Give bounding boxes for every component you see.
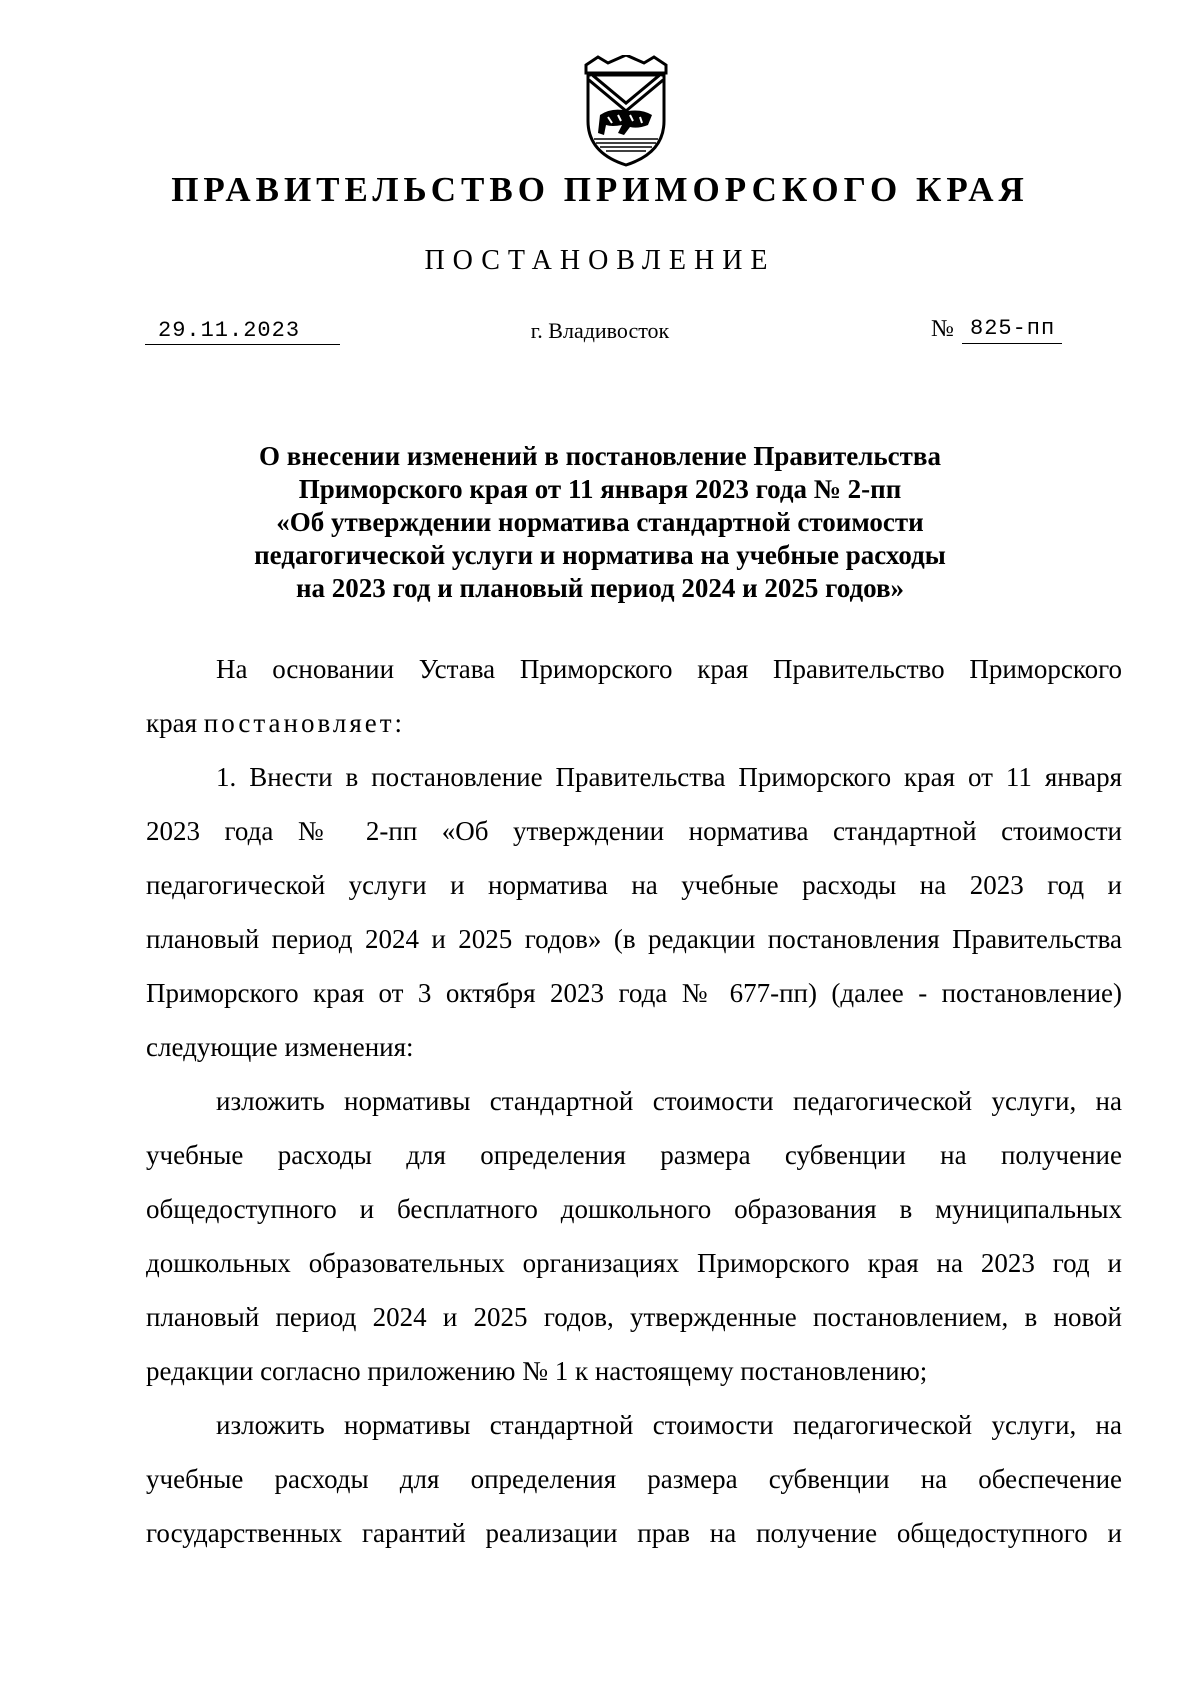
body-line: общедоступного и бесплатного дошкольного образования в муниципальных — [146, 1194, 1122, 1224]
body-line: педагогической услуги и норматива на учебные расходы на 2023 год и — [146, 870, 1122, 900]
body-line: дошкольных образовательных организациях Приморского края на 2023 год и — [146, 1248, 1122, 1278]
document-subject — [150, 440, 1050, 605]
body-line — [146, 696, 1122, 750]
document-type: ПОСТАНОВЛЕНИЕ — [424, 245, 776, 276]
body-line: плановый период 2024 и 2025 годов, утвержденные постановлением, в новой — [146, 1302, 1122, 1332]
subject-line: педагогической услуги и норматива на учебные расходы — [254, 540, 946, 570]
resolves-keyword: постановляет: — [203, 708, 406, 738]
body-line: учебные расходы для определения размера субвенции на получение — [146, 1140, 1122, 1170]
subject-line: «Об утверждении норматива стандартной стоимости — [276, 507, 924, 537]
number-underline — [962, 343, 1062, 344]
body-line: На основании Устава Приморского края Правительство Приморского — [216, 654, 1122, 684]
body-line: Приморского края от 3 октября 2023 года № 677-пп) (далее - постановление) — [146, 978, 1122, 1008]
body-line: изложить нормативы стандартной стоимости педагогической услуги, на — [216, 1410, 1122, 1440]
date-underline — [145, 344, 340, 345]
body-line: учебные расходы для определения размера субвенции на обеспечение — [146, 1464, 1122, 1494]
subject-line: О внесении изменений в постановление Правительства — [259, 441, 941, 471]
government-title: ПРАВИТЕЛЬСТВО ПРИМОРСКОГО КРАЯ — [171, 170, 1029, 209]
subject-line: на 2023 год и плановый период 2024 и 2025 годов» — [295, 573, 905, 603]
document-date: 29.11.2023 — [158, 318, 301, 343]
document-city: г. Владивосток — [530, 318, 670, 343]
body-line: плановый период 2024 и 2025 годов» (в редакции постановления Правительства — [146, 924, 1122, 954]
body-text: края — [146, 708, 204, 738]
body-line: следующие изменения: — [146, 1032, 414, 1062]
subject-line: Приморского края от 11 января 2023 года № 2-пп — [298, 474, 902, 504]
body-line: государственных гарантий реализации прав на получение общедоступного и — [146, 1518, 1122, 1548]
body-line: изложить нормативы стандартной стоимости педагогической услуги, на — [216, 1086, 1122, 1116]
document-body — [146, 642, 1122, 1560]
body-line: редакции согласно приложению № 1 к настоящему постановлению; — [146, 1356, 928, 1386]
document-number: 825-пп — [970, 316, 1056, 341]
coat-of-arms-emblem — [578, 55, 674, 167]
body-line: 1. Внести в постановление Правительства Приморского края от 11 января — [216, 762, 1122, 792]
number-sign: № — [931, 316, 954, 342]
body-line: 2023 года № 2-пп «Об утверждении норматива стандартной стоимости — [146, 816, 1122, 846]
